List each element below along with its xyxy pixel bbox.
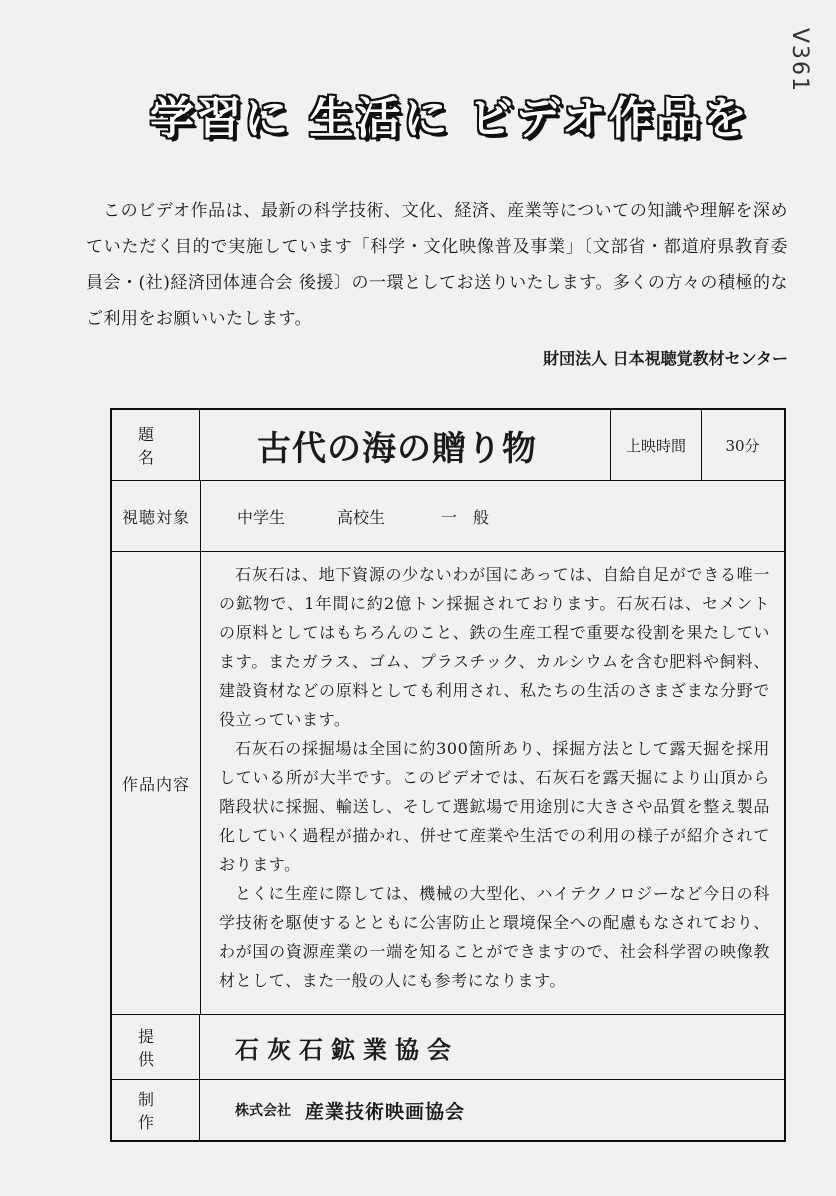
content-paragraph: 石灰石の採掘場は全国に約300箇所あり、採掘方法として露天掘を採用している所が大半です。このビデオでは、石灰石を露天掘により山頂から階段状に採掘、輸送し、そして選鉱場で用途別に大きさや品質を整え製品化していく過程が描かれ、併せて産業や生活での利用の様子が紹介されております。: [219, 739, 770, 874]
content-row: [112, 552, 784, 1015]
producer-name: 産業技術映画協会: [305, 1100, 466, 1123]
content-text: [219, 560, 770, 995]
audience-item: 中学生: [237, 507, 286, 527]
page-number-mark: V361: [787, 28, 812, 94]
audience-item: 一般: [441, 507, 506, 527]
sponsor-name: 石灰石鉱業協会: [235, 1035, 459, 1064]
program-title: 古代の海の贈り物: [257, 428, 537, 469]
content-paragraph: 石灰石は、地下資源の少ないわが国にあっては、自給自足ができる唯一の鉱物で、1年間に約2億トン採掘されております。石灰石は、セメントの原料としてはもちろんのこと、鉄の生産工程で重要な役割を果たしています。またガラス、ゴム、プラスチック、カルシウムを含む肥料や飼料、建設資材などの原料としても利用され、私たちの生活のさまざまな分野で役立っています。: [219, 565, 770, 729]
producer-cell: [201, 1080, 784, 1140]
duration-label: 上映時間: [610, 410, 702, 480]
sponsor-cell: [201, 1015, 784, 1079]
intro-paragraph: このビデオ作品は、最新の科学技術、文化、経済、産業等についての知識や理解を深めていただく目的で実施しています「科学・文化映像普及事業」〔文部省・都道府県教育委員会・(社)経済団体連合会 後援〕の一環としてお送りいたします。多くの方々の積極的なご利用をお願いいたします。: [86, 201, 788, 329]
producer-label: 制 作: [112, 1080, 200, 1140]
content-paragraph: とくに生産に際しては、機械の大型化、ハイテクノロジーなど今日の科学技術を駆使するとともに公害防止と環境保全への配慮もなされており、わが国の資源産業の一端を知ることができますので、社会科学習の映像教材として、また一般の人にも参考になります。: [219, 884, 770, 990]
title-label: 題 名: [112, 410, 200, 480]
producer-kind: 株式会社: [235, 1103, 291, 1119]
audience-label: 視聴対象: [112, 481, 201, 551]
organization-name: 財団法人 日本視聴覚教材センター: [543, 349, 788, 368]
producer-row: [112, 1080, 784, 1140]
sponsor-label: 提 供: [112, 1015, 200, 1079]
audience-item: 高校生: [337, 507, 386, 527]
audience-row: [112, 481, 784, 552]
program-info-table: [110, 408, 786, 1142]
content-label: 作品内容: [112, 552, 201, 1014]
sponsor-row: [112, 1015, 784, 1080]
headline: 学習に 生活に ビデオ作品を: [150, 93, 750, 144]
audience-cell: [201, 481, 784, 551]
duration-value: 30分: [725, 436, 760, 455]
title-row: [112, 410, 784, 481]
